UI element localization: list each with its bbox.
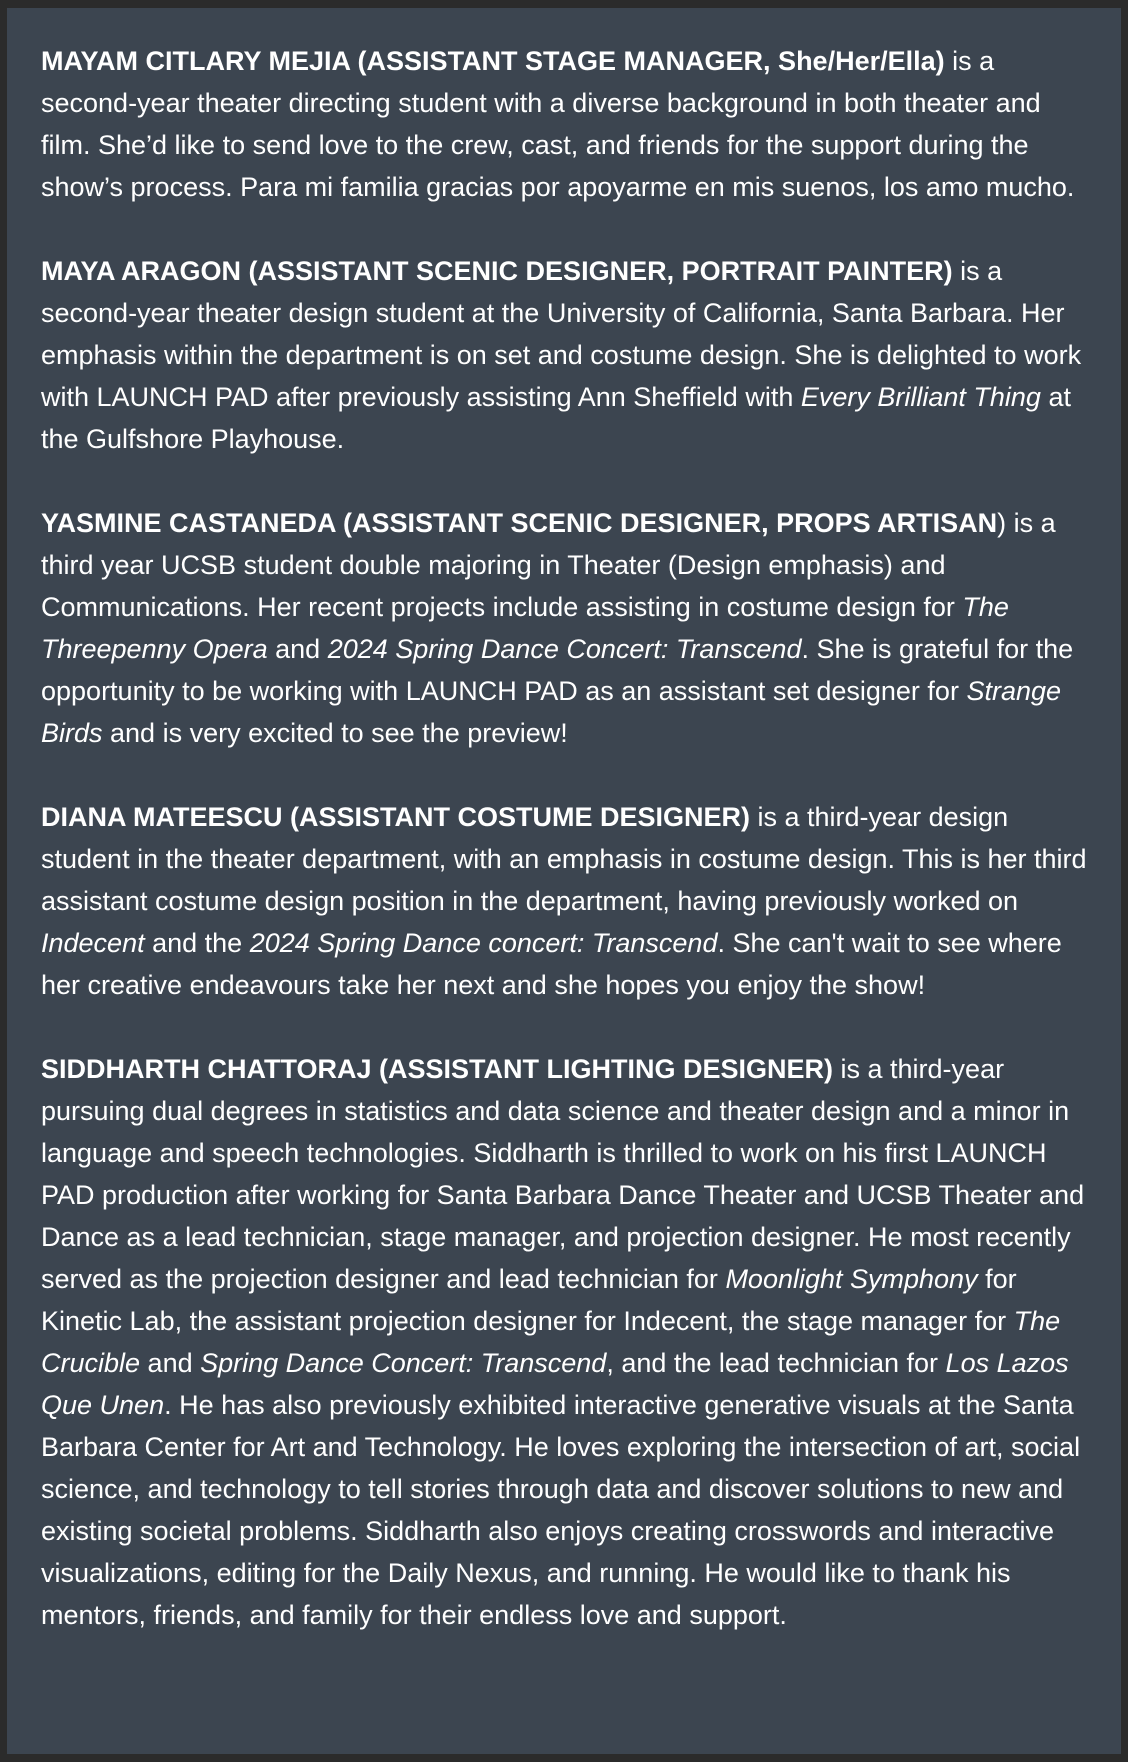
bio-text: . He has also previously exhibited interactive generative visuals at the Santa Barbara Center for Art and Technology. He loves exploring the intersection of art, social science, and technology to tell stories through data and discover solutions to new and existing societal problems. Siddharth also enjoys creating crosswords and interactive visualizations, editing for the Daily Nexus, and running. He would like to thank his mentors, friends, and family for their endless love and support. [41,1390,1081,1630]
bio-siddharth-chattoraj [41,1048,1087,1636]
production-title: Moonlight Symphony [725,1264,978,1294]
production-title: The Threepenny Opera [41,592,1009,664]
production-title: Indecent [41,928,145,958]
bio-text: ) is a third year UCSB student double majoring in Theater (Design emphasis) and Communications. Her recent projects include assisting in costume design for [41,508,1056,622]
bio-text: at the Gulfshore Playhouse. [41,382,1071,454]
bio-heading: MAYAM CITLARY MEJIA (ASSISTANT STAGE MANAGER, She/Her/Ella) [41,46,945,76]
bio-maya-aragon [41,250,1087,460]
bio-heading: YASMINE CASTANEDA (ASSISTANT SCENIC DESIGNER, PROPS ARTISAN [41,508,998,538]
bio-text: and [267,634,328,664]
bio-text: for Kinetic Lab, the assistant projection designer for Indecent, the stage manager for [41,1264,1017,1336]
bio-diana-mateescu [41,796,1087,1006]
bio-text: and [140,1348,201,1378]
bio-text: . She is grateful for the opportunity to be working with LAUNCH PAD as an assistant set designer for [41,634,1074,706]
bio-yasmine-castaneda [41,502,1087,754]
bio-mayam-citlary-mejia [41,40,1087,208]
bio-text: and is very excited to see the preview! [102,718,568,748]
bio-text: is a third-year design student in the theater department, with an emphasis in costume design. This is her third assistant costume design position in the department, having previously worked on [41,802,1087,916]
bio-text: is a second-year theater directing student with a diverse background in both theater and film. She’d like to send love to the crew, cast, and friends for the support during the show’s process. Para mi familia gracias por apoyarme en mis suenos, los amo mucho. [41,46,1075,202]
production-title: Every Brilliant Thing [800,382,1041,412]
bio-text: and the [144,928,250,958]
bio-text: , and the lead technician for [606,1348,946,1378]
production-title: Strange Birds [41,676,1062,748]
production-title: Los Lazos Que Unen [41,1348,1069,1420]
production-title: The Crucible [41,1306,1061,1378]
bio-heading: MAYA ARAGON (ASSISTANT SCENIC DESIGNER, PORTRAIT PAINTER) [41,256,953,286]
bio-text: . She can't wait to see where her creative endeavours take her next and she hopes you enjoy the show! [41,928,1062,1000]
bio-text: is a second-year theater design student at the University of California, Santa Barbara. Her emphasis within the department is on set and costume design. She is delighted to work with LAUNCH PAD after previously assisting Ann Sheffield with [41,256,1082,412]
bio-heading: SIDDHARTH CHATTORAJ (ASSISTANT LIGHTING DESIGNER) [41,1054,834,1084]
bios-panel [7,8,1121,1754]
production-title: 2024 Spring Dance Concert: Transcend [327,634,802,664]
production-title: Spring Dance Concert: Transcend [200,1348,607,1378]
bio-heading: DIANA MATEESCU (ASSISTANT COSTUME DESIGNER) [41,802,751,832]
production-title: 2024 Spring Dance concert: Transcend [249,928,718,958]
bio-text: is a third-year pursuing dual degrees in statistics and data science and theater design and a minor in language and speech technologies. Siddharth is thrilled to work on his first LAUNCH PAD production after working for Santa Barbara Dance Theater and UCSB Theater and Dance as a lead technician, stage manager, and projection designer. He most recently served as the projection designer and lead technician for [41,1054,1085,1294]
